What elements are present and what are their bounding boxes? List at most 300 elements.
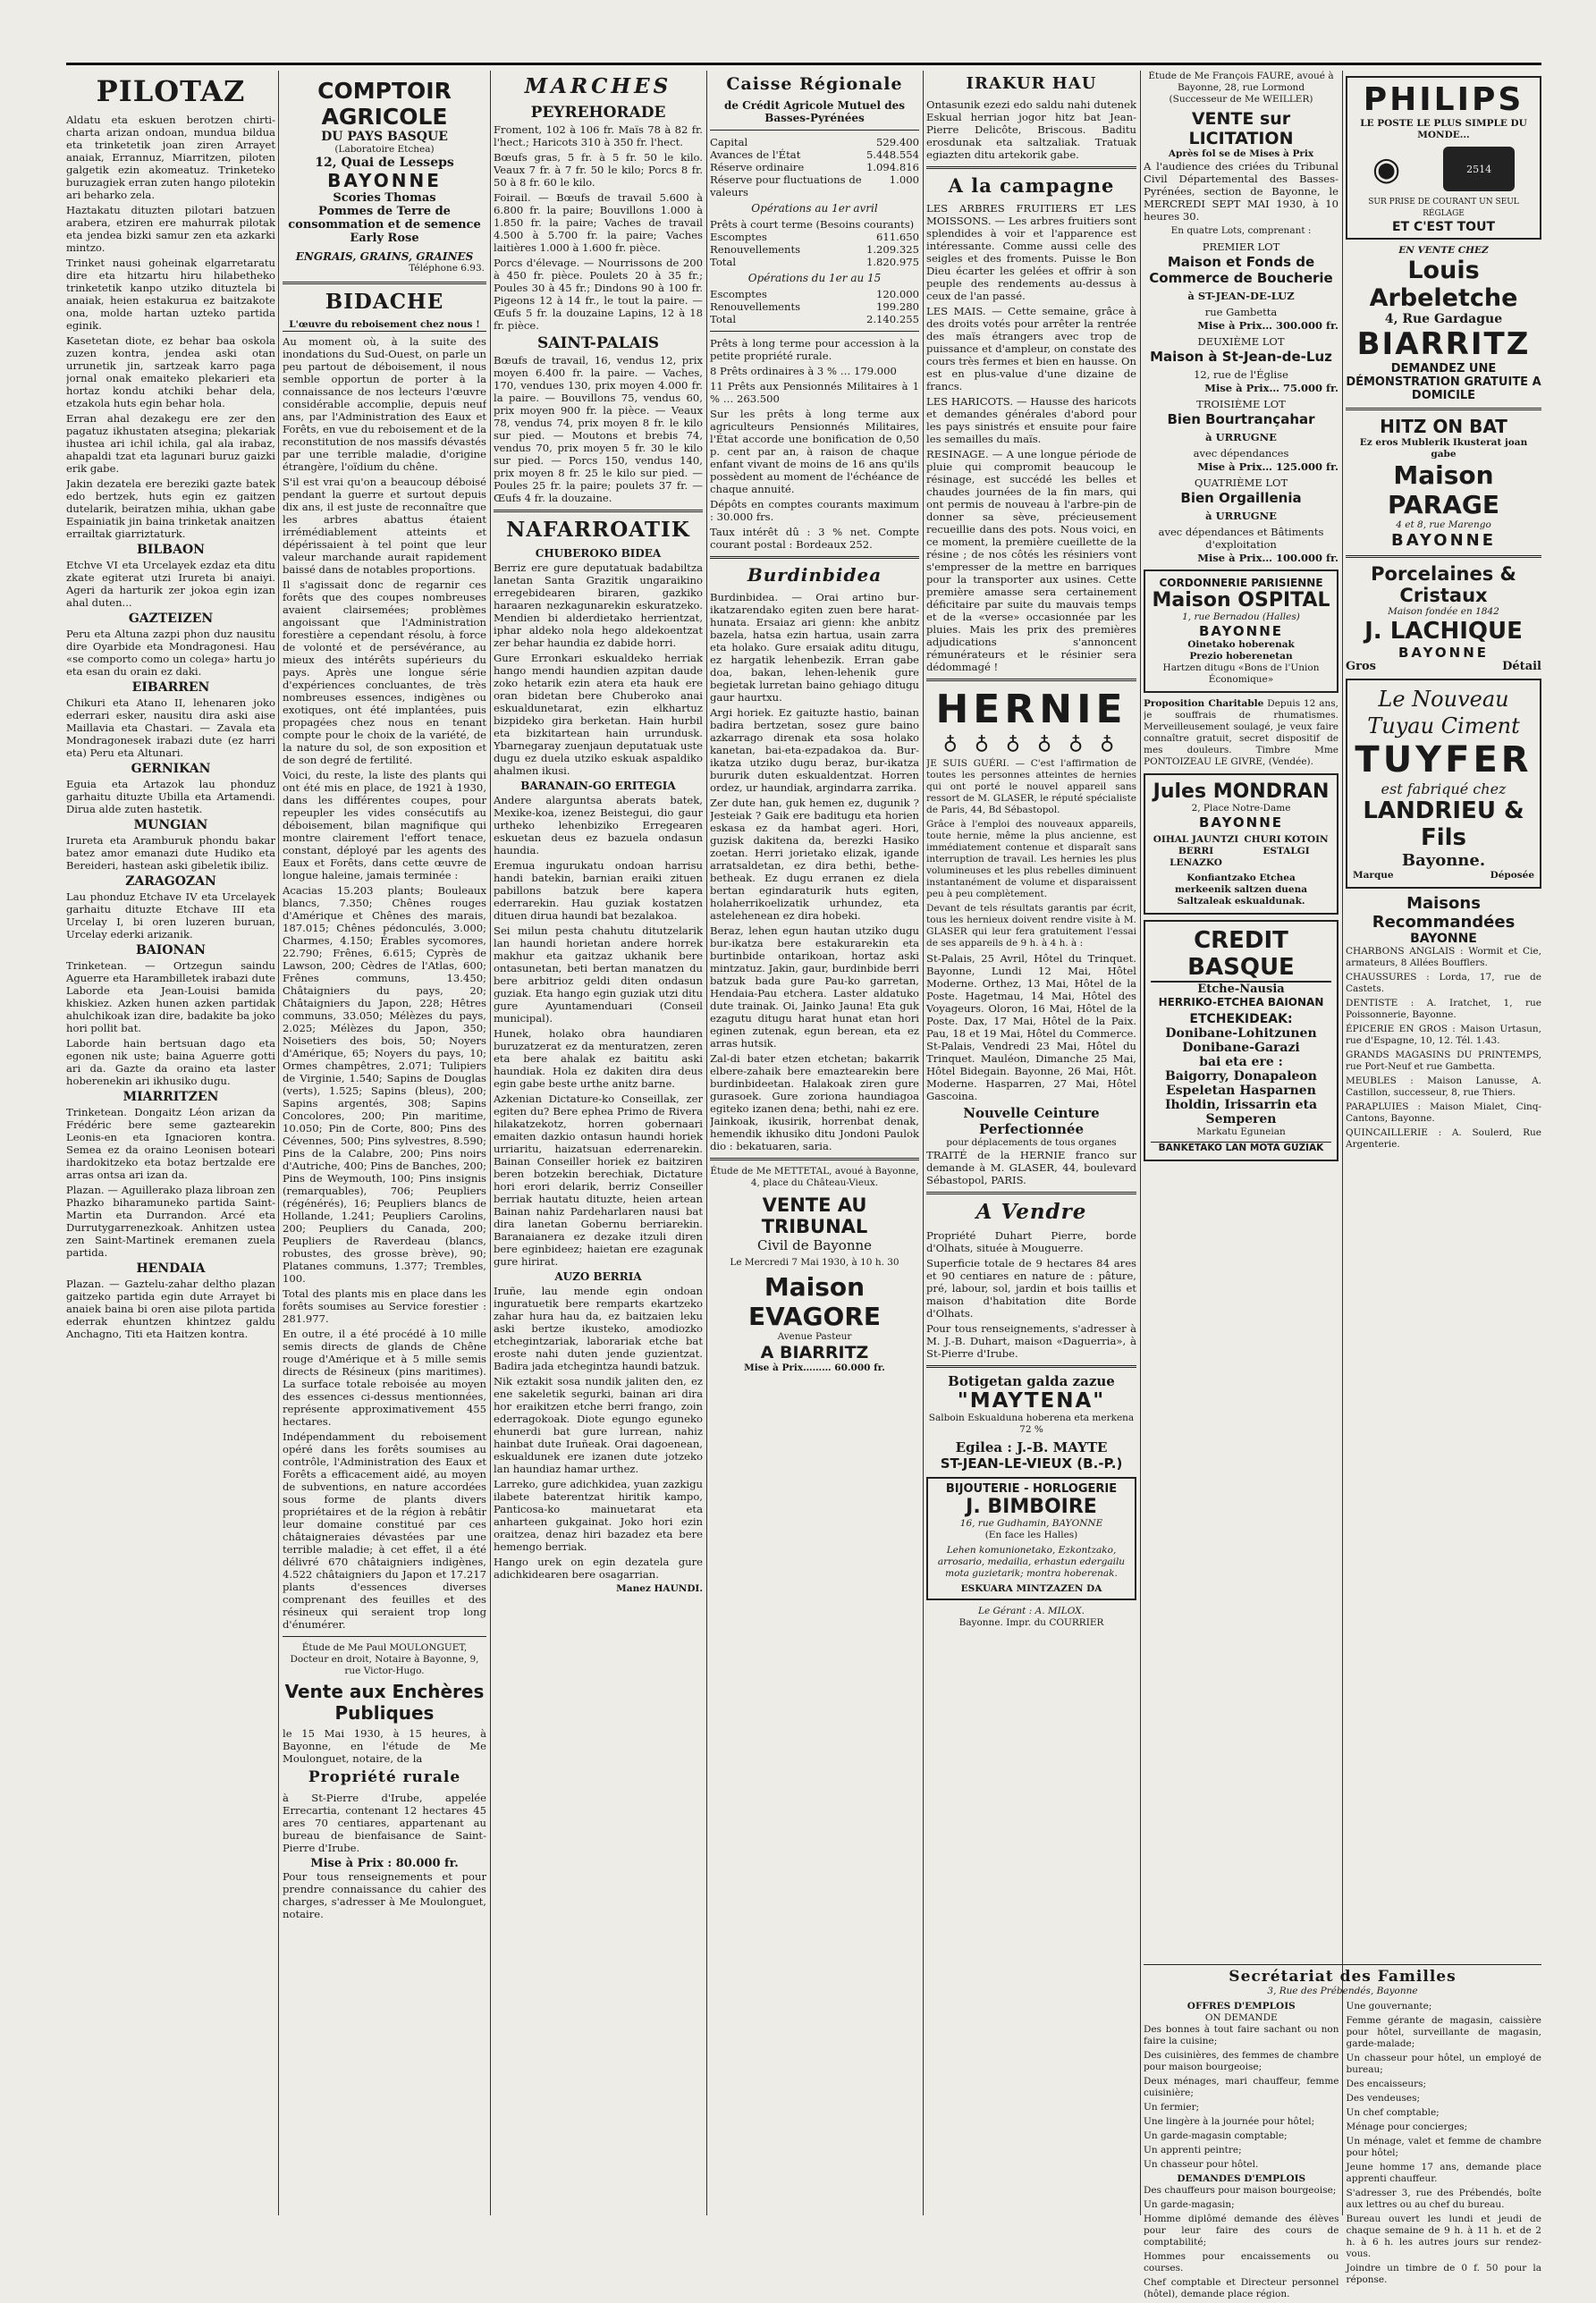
ad-brand: PHILIPS (1363, 81, 1524, 118)
ceinture-sub: pour déplacements de tous organes (946, 1137, 1117, 1148)
section-title: Secrétariat des Familles (1229, 1968, 1457, 1986)
ad-line: est fabriqué chez (1381, 780, 1507, 797)
lot-name: Maison à St-Jean-de-Luz (1150, 349, 1332, 365)
ad-line: Prezio hoberenetan (1189, 651, 1293, 662)
paragraph: Voici, du reste, la liste des plants qui ont été mis en place, de 1921 à 1930, dans les différentes coupes, pour repeupler les vides consécutifs au déboisement, bilan magnifique qui montre clairement l'effort tenace, constant, déployé par les agents des Eaux et Forêts, dans cette œuvre de longue haleine, jamais terminée : (283, 769, 486, 882)
column-pilotaz (66, 71, 275, 2215)
column-rule (1140, 71, 1141, 2215)
etude-line: Étude de Me Paul MOULONGUET, (301, 1642, 468, 1653)
paragraph: A l'audience des criées du Tribunal Civil Départemental des Basses-Pyrénées, section de Bayonne, le MERCREDI SEPT MAI 1930, à 10 heures 30. (1144, 160, 1338, 223)
etude-line: (Successeur de Me WEILLER) (1169, 94, 1313, 105)
ad-right: Déposée (1490, 870, 1534, 881)
ad-face: (En face les Halles) (984, 1530, 1078, 1540)
column-comptoir-bidache (283, 71, 486, 2215)
offre-item: Un fermier; (1144, 2102, 1200, 2113)
section-subtitle: L'œuvre du reboisement chez nous ! (283, 319, 486, 332)
vente-title: Vente aux Enchères Publiques (284, 1681, 485, 1724)
subheading: GAZTEIZEN (128, 612, 214, 626)
offre-item: Deux ménages, mari chauffeur, femme cuisinière; (1144, 2076, 1339, 2098)
finance-value: 1.094.816 (866, 161, 919, 173)
maytena-sub: Salboin Eskualduna hoberena eta merkena 72 % (928, 1413, 1135, 1435)
lot-label: PREMIER LOT (1202, 240, 1280, 253)
paragraph: Foirail. — Bœufs de travail 5.600 à 6.800 fr. la paire; Bouvillons 1.000 à 1.850 fr. la paire; Vaches de travail 4.500 à 5.700 fr. la paire; Vaches laitières 1.000 à 1.600 fr. pièce. (494, 191, 703, 254)
ad-text: Lehen komunionetako, Ezkontzako, arrosario, medailia, erhastun edergailu mota guzietarik; montra hoberenak. (937, 1545, 1126, 1579)
ad-address: 16, rue Gudhamin, BAYONNE (959, 1518, 1103, 1529)
ad-title: HITZ ON BAT (1380, 416, 1507, 437)
finance-row (710, 148, 919, 161)
paragraph: Irureta eta Aramburuk phondu bakar batez amor emanazi dute Hudiko eta Bereideri, hastean aski gibeletik ibiliz. (66, 834, 275, 872)
paragraph: Ontasunik ezezi edo saldu nahi dutenek Eskual herrian jogor hitz bat Jean-Pierre Delicôte, Briscous. Baditu erosdunak eta saltzaliak. Tratuak egiazten ditu artekorik gabe. (926, 98, 1136, 161)
recommended-item: ÉPICERIE EN GROS : Maison Urtasun, rue d'Espagne, 10, 12. Tél. 1.43. (1346, 1024, 1541, 1046)
secretariat-item: S'adresser 3, rue des Prébendés, boîte aux lettres ou au chef du bureau. (1346, 2188, 1541, 2210)
vente-title: VENTE AU TRIBUNAL (761, 1194, 868, 1237)
lot-address: avec dépendances et Bâtiments d'exploitation (1158, 526, 1324, 551)
finance-label: Réserve ordinaire (710, 161, 805, 173)
section-title: Caisse Régionale (726, 74, 903, 94)
ad-line: Konfiantzako Etchea (1186, 873, 1296, 883)
lot-item (1144, 335, 1338, 394)
finance-label: Escomptes (710, 231, 767, 243)
ad-sub: Ez eros Mublerik Ikusterat joan gabe (1359, 437, 1528, 460)
ad-city: BAYONNE (1198, 814, 1284, 831)
section-city: BAYONNE (1410, 932, 1477, 946)
finance-value: 1.000 (889, 173, 919, 186)
prop-title: Proposition Charitable (1144, 698, 1264, 709)
paragraph: St-Palais, 25 Avril, Hôtel du Trinquet. Bayonne, Lundi 12 Mai, Hôtel Moderne. Orthez, 13 Mai, Hôtel de la Poste. Hagetmau, 14 Mai, Hôtel des Voyageurs. Oloron, 16 Mai, Hôtel de la Poste. Dax, 17 Mai, Hôtel de la Paix. Pau, 18 et 19 Mai, Hôtel du Commerce. St-Palais, Vendredi 23 Mai, Hôtel du Trinquet. Mauléon, Dimanche 25 Mai, Hôtel Bidegain. Bayonne, 26 Mai, Hôt. Moderne. Hasparren, 27 Mai, Hôtel Gascoina. (926, 952, 1136, 1102)
column-annonces (1144, 71, 1338, 1961)
paragraph: LES ARBRES FRUITIERS ET LES MOISSONS. — Les arbres fruitiers sont splendides à voir et l'apparence est intéressante. Comme aussi celle des seigles et des froments. Puisse le Bon Dieu écarter les gelées et offrir à son peuple des rendements au-dessus à ceux de l'an passé. (926, 202, 1136, 302)
secretariat-item: Une gouvernante; (1346, 2001, 1432, 2012)
paragraph: Hunek, holako obra haundiaren buruzatzerat ez da menturatzen, zeren eta bere ahalak ez baititu aski haundiak. Hola ez dakiten dira deus egin gabe beste urthe anitz barne. (494, 1027, 703, 1090)
section-title: A la campagne (948, 174, 1115, 197)
vente-subtitle: Civil de Bayonne (756, 1237, 873, 1253)
ad-title: CREDIT BASQUE (1151, 927, 1331, 983)
paragraph: Zal-di bater etzen etchetan; bakarrik elbere-zahaik bere emaztearekin bere burdinbideetan. Halakoak ziren gure gurasoek. Gure zoriona haundiagoa egiteko izanen dena; bethi, nahi ez ere. Jainkoak, ikusirik, horrenbat denak, hemendik ikhusiko ditu Jondoni Paulok dio : bekatuaren, saria. (710, 1052, 919, 1152)
finance-row (710, 313, 919, 325)
ad-city: Bayonne. (1401, 851, 1486, 870)
ad-footer: BANKETAKO LAN MOTA GUZIAK (1151, 1142, 1331, 1154)
subheading: CHUBEROKO BIDEA (535, 547, 662, 560)
etude-line: Docteur en droit, Notaire à Bayonne, 9, rue Victor-Hugo. (290, 1654, 479, 1676)
offre-item: Un garde-magasin comptable; (1144, 2130, 1288, 2141)
paragraph: Bœufs de travail, 16, vendus 12, prix moyen 6.400 fr. la paire. — Vaches, 170, vendues 130, prix moyen 4.000 fr. la paire. — Bouvillons 75, vendus 60, prix moyen 900 fr. la pièce. — Veaux 78, vendus 74, prix moyen 8 fr. le kilo sur pied. — Moutons et brebis 74, vendus 70, prix moyen 5 fr. 30 le kilo sur pied. — Porcs 150, vendus 140, prix moyen 8 fr. 25 le kilo sur pied. — Poules 25 fr. la paire; poulets 37 fr. — Œufs 4 fr. la douzaine. (494, 354, 703, 504)
section-title: BIDACHE (325, 290, 444, 314)
paragraph: Total des plants mis en place dans les forêts soumises au Service forestier : 281.977. (283, 1287, 486, 1325)
ad-sub: Maison fondée en 1842 (1388, 606, 1499, 617)
ad-right: CHURI KOTOIN ESTALGI (1244, 834, 1329, 856)
finance-label: Renouvellements (710, 300, 801, 313)
column-rule (1342, 71, 1343, 2215)
demande-item: Chef comptable et Directeur personnel (hôtel), demande place région. (1144, 2277, 1339, 2299)
paragraph: le 15 Mai 1930, à 15 heures, à Bayonne, en l'étude de Me Moulonguet, notaire, de la (283, 1727, 486, 1765)
column-caisse (710, 71, 919, 2215)
paragraph: LES HARICOTS. — Hausse des haricots et demandes générales d'abord pour les pays sinistrés et ensuite pour faire les semailles du maïs. (926, 395, 1136, 445)
ad-credit-basque (1144, 920, 1338, 1161)
paragraph: Andere alarguntsa aberats batek, Mexike-koa, izenez Beistegui, dio gaur urtheko lehenbiziko Erregearen eskuetan deus ez bazuela ondasun haundia. (494, 794, 703, 856)
lot-prix: Mise à Prix… 125.000 fr. (1197, 460, 1338, 473)
finance-row (710, 243, 919, 256)
ad-phone: Téléphone 6.93. (409, 263, 485, 274)
ad-city: BAYONNE (1390, 531, 1497, 550)
finance-label: Capital (710, 136, 748, 148)
secretariat-item: Bureau ouvert les lundi et jeudi de chaque semaine de 9 h. à 11 h. et de 2 h. à 6 h. les autres jours sur rendez-vous. (1346, 2214, 1541, 2259)
section-title: A Vendre (975, 1200, 1087, 1224)
demande-item: Homme diplômé demande des élèves pour leur faire des cours de comptabilité; (1144, 2214, 1339, 2248)
ad-line: EN VENTE CHEZ (1398, 245, 1489, 256)
ad-title: BIJOUTERIE - HORLOGERIE (945, 1482, 1118, 1496)
paragraph: Trinketean. Dongaitz Léon arizan da Frédéric bere seme gaztearekin Leonis-en eta Ignacioren kontra. Semea ez da oraino Leonisen boteari ihardokitzeko eta botaz bertzalde ere arras ontsa ari izan da. (66, 1106, 275, 1181)
subheading: AUZO BERRIA (554, 1270, 642, 1283)
lot-address: rue Gambetta (1204, 306, 1278, 318)
ad-title: Le Nouveau Tuyau Ciment (1367, 687, 1520, 738)
section-address: 3, Rue des Prébendés, Bayonne (1267, 1986, 1418, 1996)
ad-name: Louis Arbeletche (1369, 257, 1518, 312)
offre-item: Des cuisinières, des femmes de chambre pour maison bourgeoise; (1144, 2050, 1339, 2072)
finance-label: Réserve pour fluctuations de valeurs (710, 173, 862, 198)
ad-name: J. LACHIQUE (1364, 618, 1523, 645)
paragraph: Argi horiek. Ez gaituzte hastio, bainan badira bertzetan, sosez gure baino azkarrago direnak eta sosa holako kanetan, bai-eta-ezpadakoa da. Bur-ikatza utziko dugu beraz, bur-ikatza bururik duten eskualdentzat. Horren ordez, ur haundiak, argindarra zarrika. (710, 706, 919, 794)
demande-item: Hommes pour encaissements ou courses. (1144, 2251, 1339, 2273)
subheading: MUNGIAN (133, 818, 208, 832)
paragraph: Trinket nausi goheinak elgarretaratu dire eta hitzartu hiru hilabetheko trinketetik kanpo utziko dituztela bi anaiak, heien estakurua ez baitzakote ona, molde hartan uzteko partida eginik. (66, 257, 275, 332)
hernie-illustration-icon: ♁ ♁ ♁ ♁ ♁ ♁ (942, 732, 1120, 755)
ad-line: Donibane-Lohitzunen (1165, 1026, 1317, 1041)
paragraph: Sei milun pesta chahutu ditutzelarik lan haundi horietan andere horrek makhur eta gaitzaz ukhanik bere ontasunetan, beti bertan manatzen du bere arbitrioz geldi diten ondasun guziak. Eta hango egin guziak utzi ditu gure Ayuntamenduari (Conseil municipal). (494, 924, 703, 1025)
paragraph: En outre, il a été procédé à 10 mille semis directs de glands de Chêne rouge d'Amérique et à 5 mille semis directs de Résineux (pins maritimes). La surface totale reboisée au moyen des essences ci-dessus mentionnées, représente approximativement 455 hectares. (283, 1328, 486, 1428)
etude-line: 4, place du Château-Vieux. (750, 1177, 879, 1188)
maytena-line: Botigetan galda zazue (948, 1373, 1115, 1389)
secretariat-item: Femme gérante de magasin, caissière pour hôtel, surveillante de magasin, garde-malade; (1346, 2015, 1541, 2049)
paragraph: Grâce à l'emploi des nouveaux appareils, toute hernie, même la plus ancienne, est immédiatement contenue et disparaît sans interruption de travail. Les hernies les plus volumineuses et les plus rebelles diminuent instantanément de volume et disparaissent peu à peu complètement. (926, 819, 1136, 899)
secretariat-block (1144, 1964, 1541, 2299)
ad-city: BAYONNE (327, 170, 442, 191)
lot-item (1144, 477, 1338, 564)
prop-text: Depuis 12 ans, je souffrais de rhumatismes. Merveilleusement soulagé, je veux faire connaître gratuit, secret dispositif de mes douleurs. Timbre Mme PONTOIZEAU LE GIVRE, (Vendée). (1144, 698, 1338, 767)
finance-label: Total (710, 256, 737, 268)
signature: Manez HAUNDI. (616, 1583, 703, 1594)
ad-comptoir-agricole (283, 76, 486, 276)
paragraph: Laborde hain bertsuan dago eta egonen nik uste; baina Aguerre gotti ari da. Gazte da oraino eta laster hoberenekin ari ikhusiko dugu. (66, 1037, 275, 1087)
paragraph: Indépendamment du reboisement opéré dans les forêts soumises au contrôle, l'Administration des Eaux et Forêts a efficacement aidé, au moyen de subventions, en nature accordées sous forme de plants divers propriétaires et de la région à rebâtir leur domaine constitué par ces châtaigneraies dévastées par une terrible maladie; à cet effet, il a été délivré 670 châtaigniers indigènes, 4.522 châtaigniers du Japon et 17.217 plants d'essences diverses comprenant des feuilles et des résineux qui seraient trop long d'énumérer. (283, 1430, 486, 1631)
finance-row (710, 231, 919, 243)
subheading: BILBAON (137, 543, 205, 557)
ad-footer: ESKUARA MINTZAZEN DA (960, 1583, 1102, 1594)
subheading: ZARAGOZAN (125, 874, 216, 889)
lot-item (1144, 240, 1338, 332)
ad-line: Hartzen ditugu «Bons de l'Union Économique» (1162, 662, 1320, 685)
secretariat-item: Jeune homme 17 ans, demande place apprenti chauffeur. (1346, 2162, 1541, 2184)
offres-list (1144, 2024, 1339, 2171)
paragraph: Bœufs gras, 5 fr. à 5 fr. 50 le kilo. Veaux 7 fr. à 7 fr. 50 le kilo; Porcs 8 fr. 50 à 8 fr. 60 le kilo. (494, 151, 703, 189)
ad-bimboire (926, 1477, 1136, 1600)
section-title: Maisons Recommandées (1372, 894, 1516, 932)
maytena-name: "MAYTENA" (957, 1389, 1106, 1413)
paragraph: Plazan. — Gaztelu-zahar deltho plazan gaitzeko partida egin dute Arrayet bi anaiek baina bi oren aise pilota partida ederrak ehuntzen khintzez galdu Anchagno, Titi eta Haitzen kontra. (66, 1278, 275, 1340)
ad-name: HERRIKO-ETCHEA BAIONAN (1158, 996, 1324, 1008)
offre-item: Des bonnes à tout faire sachant ou non faire la cuisine; (1144, 2024, 1339, 2046)
offres-title: OFFRES D'EMPLOIS (1186, 2001, 1296, 2012)
lot-label: TROISIÈME LOT (1196, 398, 1286, 410)
ad-address: 2, Place Notre-Dame (1191, 803, 1291, 814)
paragraph: Sur les prêts à long terme aux agriculteurs Pensionnés Militaires, l'État accorde une bonification de 0,50 p. cent par an, à raison de chaque enfant vivant de moins de 16 ans qu'ils possèdent au moment de l'échéance de chaque annuité. (710, 408, 919, 495)
paragraph: Larreko, gure adichkidea, yuan zazkigu ilabete baterentzat hiritik kampo, Panticosa-ko mainuetarat eta anharteen gukgainat. Joko hori ezin oraitzea, denaz hiri bazadez eta bere hemengo berriak. (494, 1478, 703, 1553)
ad-name: Maison OSPITAL (1152, 589, 1330, 612)
lot-label: QUATRIÈME LOT (1194, 477, 1288, 489)
finance-table (710, 288, 919, 325)
demande-item: Des chauffeurs pour maison bourgeoise; (1144, 2185, 1337, 2196)
ad-title: Porcelaines & Cristaux (1371, 563, 1516, 606)
paragraph: Acacias 15.203 plants; Bouleaux blancs, 7.350; Chênes rouges d'Amérique et Chênes des marais, 187.015; Chênes pédonculés, 3.000; Charmes, 4.150; Érables sycomores, 22.790; Frênes, 6.615; Cyprès de Lawson, 200; Cèdres de l'Atlas, 600; Frênes communs, 13.450; Châtaigniers du pays, 20; Châtaigniers du Japon, 228; Hêtres communs, 33.050; Mélèzes du pays, 2.025; Mélèzes du Japon, 350; Noisetiers des bois, 50; Noyers d'Amérique, 65; Noyers du pays, 10; Ormes champêtres, 2.071; Tulipiers de Virginie, 1.540; Sapins de Douglas (verts), 1.525; Sapins (bleus), 200; Sapins argentés, 308; Sapins Concolores, 200; Pin maritime, 10.050; Pin de Corte, 800; Pins des Cévennes, 500; Pins sylvestres, 8.590; Pins de la Calabre, 200; Pins noirs d'Autriche, 400; Pins de Banches, 200; Pins de Weymouth, 100; Pins insignis (remarquables), 706; Peupliers (régénérés), 16; Peupliers blancs de Hollande, 1.241; Peupliers Carolins, 200; Peupliers du Canada, 200; Peupliers de Raverdeau (blancs, robustes, des grosse brève), 90; Platanes communs, 1.377; Trembles, 100. (283, 884, 486, 1285)
ad-line: Pommes de Terre de consommation et de semence (288, 205, 481, 232)
finance-table (710, 218, 919, 268)
ad-name: Jules MONDRAN (1153, 780, 1330, 803)
recommended-item: PARAPLUIES : Maison Mialet, Cinq-Cantons, Bayonne. (1346, 1101, 1541, 1124)
paragraph: Gure Erronkari eskualdeko herriak hango mendi haundien azpitan daude zoko hetarik ezin atera eta hauk ere oran bidetan bere Chuberoko anai eskualdunetarat, ezin elkhartuz bizpideko gira berketan. Hain hurbil eta bizkitartean hain urrundusk. Ybarnegaray zuenjaun deputatuak uste dugu ez duela utziko eskuak aspaldiko ahalmen ikusi. (494, 652, 703, 777)
lot-name: Bien Orgaillenia (1180, 490, 1302, 506)
recommended-item: MEUBLES : Maison Lanusse, A. Castillon, successeur, 8, rue Thiers. (1346, 1076, 1541, 1098)
ad-ospital (1144, 569, 1338, 693)
paragraph: Superficie totale de 9 hectares 84 ares et 90 centiares en nature de : pâture, pré, labour, sol, jardin et bois taillis et maison d'habitation dite Borde d'Olhats. (926, 1257, 1136, 1320)
subheading: BARANAIN-GO ERITEGIA (520, 780, 676, 792)
lot-name: Maison et Fonds de Commerce de Boucherie (1149, 254, 1333, 286)
paragraph: Porcs d'élevage. — Nourrissons de 200 à 450 fr. pièce. Poulets 20 à 35 fr.; Poules 30 à 45 fr.; Dindons 90 à 100 fr. Pigeons 12 à 14 fr., le tout la paire. — Œufs 5 fr. la douzaine Lapins, 12 à 18 fr. pièce. (494, 257, 703, 332)
ad-line: ETCHEKIDEAK: (1189, 1012, 1293, 1026)
recommended-item: CHARBONS ANGLAIS : Wormit et Cie, armateurs, 8 Allées Boufflers. (1346, 946, 1541, 968)
lot-name: Bien Bourtrançahar (1167, 411, 1315, 427)
gerant: Le Gérant : A. MILOX. (978, 1606, 1085, 1616)
paragraph: TRAITÉ de la HERNIE franco sur demande à M. GLASER, 44, boulevard Sébastopol, PARIS. (926, 1149, 1136, 1186)
ad-city: BIARRITZ (1356, 326, 1531, 362)
finance-row (710, 256, 919, 268)
lot-prix: Mise à Prix… 300.000 fr. (1197, 319, 1338, 332)
vente-city: A BIARRITZ (760, 1343, 869, 1362)
section-subtitle: de Crédit Agricole Mutuel des Basses-Pyrénées (723, 99, 906, 124)
finance-label: Total (710, 313, 737, 325)
subheading: PEYREHORADE (530, 104, 666, 122)
paragraph: Trinketean. — Ortzegun saindu Aguerre eta Harambilletek irabazi dute Laborde eta Jean-Louisi bamida khiskiez. Azken hunen azken partidak ahulchikoak izan dire, badakite ba joko hori pollit bat. (66, 959, 275, 1034)
ad-small: SUR PRISE DE COURANT UN SEUL RÉGLAGE (1368, 198, 1519, 218)
paragraph: Etchve VI eta Urcelayek ezdaz eta ditu zkate egiterat utzi Irureta bi anaiyi. Ageri da harturik zer jokoa egin izan ahal duten... (66, 559, 275, 609)
secretariat-item: Un ménage, valet et femme de chambre pour hôtel; (1346, 2136, 1541, 2158)
ad-mondran (1144, 773, 1338, 915)
ad-name: J. BIMBOIRE (966, 1496, 1097, 1518)
etude-line: Étude de Me François FAURE, avoué à Bayonne, 28, rue Lormond (1148, 71, 1334, 93)
offre-item: Une lingère à la journée pour hôtel; (1144, 2116, 1315, 2127)
paragraph: Pour tous renseignements, s'adresser à M. J.-B. Duhart, maison «Daguerria», à St-Pierre d'Irube. (926, 1322, 1136, 1360)
subheading: HENDAIA (136, 1261, 206, 1276)
paragraph (1144, 698, 1338, 768)
section-title: PILOTAZ (96, 74, 246, 108)
finance-value: 2.140.255 (866, 313, 919, 325)
ad-line: Scories Thomas (333, 191, 436, 205)
ad-line: bai eta ere : (1199, 1055, 1283, 1069)
ad-left: Marque (1353, 870, 1394, 881)
maytena-maker: Egilea : J.-B. MAYTE (955, 1439, 1108, 1455)
paragraph: Jakin dezatela ere bereziki gazte batek edo bertzek, huts egin ez gaitzen dutelarik, beiratzen mihia, ukhan gabe Espainiatik jin baina trinketak anaitzen errailtak giarriztaturk. (66, 477, 275, 540)
paragraph: 8 Prêts ordinaires à 3 % … 179.000 (710, 365, 897, 377)
finance-label: Prêts à court terme (Besoins courants) (710, 218, 915, 231)
finance-label: Avances de l'État (710, 148, 801, 161)
lot-prix: Mise à Prix… 100.000 fr. (1197, 552, 1338, 564)
paragraph: Eguia eta Artazok lau phonduz garhaitu dituzte Ubilla eta Artamendi. Dirua alde zuten hastetik. (66, 778, 275, 815)
ad-line: ENGRAIS, GRAINS, GRAINES (295, 250, 474, 263)
column-rule (490, 71, 491, 2215)
op-title: Opérations au 1er avril (751, 202, 878, 215)
lot-prix: Mise à Prix… 75.000 fr. (1204, 382, 1338, 394)
ad-city: BAYONNE (1398, 645, 1490, 661)
ad-address: 4, Rue Gardague (1384, 312, 1503, 326)
ad-line: Markatu Eguneian (1196, 1126, 1286, 1137)
subheading: SAINT-PALAIS (537, 334, 659, 352)
column-campagne (926, 71, 1136, 2215)
paragraph: RESINAGE. — A une longue période de pluie qui compromit beaucoup le résinage, est succédé les belles et chaudes journées de la fin mars, qui ont permis de nouveau à l'arbre-pin de donner sa sève, précieusement recueillie dans des pots. Nous voici, en ce moment, la première cueillette de la résine ; de nos côtés les résiniers vont s'empresser de la mettre en barriques pour la transporter aux usines. Cette première amasse sera certainement déficitaire par suite du mauvais temps et de la «verse» occasionnée par les pluies. Mais les prix des premières adjudications s'annoncent rémunérateurs et le résinier sera dédommagé ! (926, 448, 1136, 673)
ad-line: Early Rose (350, 232, 419, 245)
recommended-item: DENTISTE : A. Iratchet, 1, rue Poissonnerie, Bayonne. (1346, 998, 1541, 1020)
paragraph: Beraz, lehen egun hautan utziko dugu bur-ikatza bere estakurarekin eta burtinbide ontarikoan, hortaz aski mintzatuz. Jakin, gaur, burdinbide berri batzuk bada gure Pau-ko garretan, Hendaia-Pau etchera. Laster aldatuko dute trainak. Oi, Jainko Jauna! Eta guk ezagutu ditugu harat hunat etan hori eginen zutenak, egun berean, eta ez arras hutsik. (710, 924, 919, 1050)
ad-demo: DEMANDEZ UNE DÉMONSTRATION GRATUITE A DOMICILE (1346, 362, 1541, 402)
paragraph: Pour tous renseignements et pour prendre connaissance du cahier des charges, s'adresser à Me Moulonguet, notaire. (283, 1870, 486, 1920)
radio-illustration (1351, 147, 1536, 191)
lot-address: 12, rue de l'Église (1194, 368, 1288, 381)
paragraph: Eremua ingurukatu ondoan harrisu handi batekin, barnian eraiki zituen pabillons batzuk bere kapera ederrarekin. Hau guziak kostatzen dituen dirua haundi bat bezalakoa. (494, 859, 703, 922)
vente-addr: Avenue Pasteur (777, 1331, 852, 1342)
op-title: Opérations du 1er au 15 (747, 272, 882, 284)
ad-address: 1, rue Bernadou (Halles) (1182, 612, 1300, 622)
paragraph: Haztakatu dituzten pilotari batzuen arabera, etziren ere mahurrak pilotak eta jendea bizki samur zen eta azkarki mintzo. (66, 204, 275, 254)
recommended-item: CHAUSSURES : Lorda, 17, rue de Castets. (1346, 972, 1541, 994)
finance-label: Escomptes (710, 288, 767, 300)
etude-line: Étude de Me METTETAL, avoué à Bayonne, (710, 1166, 919, 1177)
paragraph: Dépôts en comptes courants maximum : 30.000 frs. (710, 498, 919, 523)
ad-right: Détail (1502, 660, 1541, 673)
lot-item (1144, 398, 1338, 473)
ceinture-title: Nouvelle Ceinture Perfectionnée (963, 1105, 1100, 1137)
section-title: IRAKUR HAU (966, 74, 1097, 93)
paragraph: Au moment où, à la suite des inondations du Sud-Ouest, on parle un peu partout de déboisement, il nous semble opportun de porter à la connaissance de nos lecteurs l'œuvre considérable accomplie, depuis neuf ans, par l'Administration des Eaux et Forêts, en vue du reboisement et de la reconstitution de nos massifs dévastés par une terrible maladie, d'origine étrangère, l'oïdium du chêne. (283, 335, 486, 473)
radio-model: 2514 (1466, 163, 1492, 175)
dem-title: DEMANDES D'EMPLOIS (1177, 2173, 1306, 2184)
finance-value: 611.650 (876, 231, 919, 243)
secretariat-item: Joindre un timbre de 0 f. 50 pour la réponse. (1346, 2263, 1541, 2285)
finance-value: 529.400 (876, 136, 919, 148)
mise-a-prix: Mise à Prix : 80.000 fr. (310, 1857, 459, 1870)
offre-item: Un chasseur pour hôtel. (1144, 2159, 1259, 2170)
paragraph: Devant de tels résultats garantis par écrit, tous les hernieux doivent rendre visite à M. GLASER qui leur fera gratuitement l'essai de ses appareils de 9 h. à 4 h. à : (926, 903, 1136, 949)
ad-title: CORDONNERIE PARISIENNE (1159, 577, 1323, 589)
finance-row (710, 300, 919, 313)
finance-row (710, 161, 919, 173)
vente-title: VENTE sur LICITATION (1188, 109, 1294, 148)
lots-intro: En quatre Lots, comprenant : (1170, 225, 1312, 236)
finance-value: 120.000 (876, 288, 919, 300)
ad-lab: (Laboratoire Etchea) (334, 144, 435, 155)
finance-label: Renouvellements (710, 243, 801, 256)
ad-line: merkeenik saltzen duena (1174, 884, 1308, 895)
subheading: MIARRITZEN (122, 1090, 219, 1104)
ad-address: 4 et 8, rue Marengo (1396, 519, 1491, 530)
subheading: BAIONAN (136, 943, 206, 957)
ad-brand: TUYFER (1355, 739, 1533, 780)
ad-sub: Etche-Nausia (1197, 983, 1285, 996)
ad-city: BAYONNE (1198, 623, 1284, 639)
vente-date: Le Mercredi 7 Mai 1930, à 10 h. 30 (730, 1257, 899, 1268)
ad-line: Saltzaleak eskualdunak. (1177, 896, 1305, 907)
column-publicite (1346, 71, 1541, 1961)
finance-value: 5.448.554 (866, 148, 919, 161)
maytena-city: ST-JEAN-LE-VIEUX (B.-P.) (940, 1455, 1123, 1472)
finance-value: 1.209.325 (866, 243, 919, 256)
section-title: Burdinbidea (747, 564, 882, 586)
imprimerie: Bayonne. Impr. du COURRIER (958, 1617, 1104, 1628)
section-title: MARCHES (524, 74, 672, 98)
offres-sub: ON DEMANDE (1204, 2012, 1278, 2023)
newspaper-page (66, 63, 1541, 2299)
recommended-item: QUINCAILLERIE : A. Soulerd, Rue Argenterie. (1346, 1127, 1541, 1150)
paragraph: Plazan. — Aguillerako plaza libroan zen Phazko biharamuneko partida Saint-Martin eta Durrandon. Arcé eta Durrutygarrenezkoak. Anhitzen ustea zen Saint-Martinek eremanen zuela partida. (66, 1184, 275, 1259)
recommended-list (1346, 946, 1541, 1151)
paragraph: JE SUIS GUÉRI. — C'est l'affirmation de toutes les personnes atteintes de hernies qui ont porté le nouvel appareil sans ressort de M. GLASER, le réputé spécialiste de Paris, 44, Bd Sébastopol. (926, 758, 1136, 815)
offre-item: Un apprenti peintre; (1144, 2145, 1242, 2155)
secretariat-item: Des encaisseurs; (1346, 2079, 1427, 2089)
finance-row (710, 136, 919, 148)
column-rule (923, 71, 924, 2215)
paragraph: Azkenian Dictature-ko Conseillak, zer egiten du? Bere ephea Primo de Rivera hilakatzekotz, horren gobernaari emaiten dazkio ontasun haundi horiek urriaritu, haizatsuan ederrenarekin. Bainan Conseiller horiek ez baitziren beren botzekin berechiak, Dictature hori erori delarik, berriz Conseiller berriak hautatu dituzte, heien artean Bainan nahiz Pardeharlaren nausi bat dira lanetan Gobernu berriarekin. Baranaianera ez dezake itzuli diren bere eginbideez; haietan ere ezagunak gure hirirat. (494, 1092, 703, 1268)
paragraph: Chikuri eta Atano II, lehenaren joko ederrari esker, nausitu dira aski aise Maillavia eta Chastari. — Zavala eta Mondragonesek irabazi dute (ez harri eta) Peru eta Altunari. (66, 696, 275, 759)
paragraph: Aldatu eta eskuen berotzen chirti-charta arizan ondoan, mundua bildua eta trinketetik joan ziren Arrayet anaiak, Errannuz, Miarritzen, piloten galgetik ezin akomeatuz. Trinketeko buruzagiek erran zuten hango pilotekin ari beharko zela. (66, 114, 275, 201)
secretariat-item: Un chef comptable; (1346, 2107, 1440, 2118)
ad-tagline: LE POSTE LE PLUS SIMPLE DU MONDE... (1360, 118, 1527, 140)
lots-list (1144, 240, 1338, 564)
demande-item: Un garde-magasin; (1144, 2199, 1235, 2210)
paragraph: Erran ahal dezakegu ere zer den pagatuz ikhustaten atsegina; plekariak ihustea ari ichil ichila, gal ala irabaz, ahapaldi tzat eta lagunari buruz gaizki erik gabe. (66, 412, 275, 475)
paragraph: Peru eta Altuna zazpi phon duz nausitu dire Oyarbide eta Mondragonesi. Hau «se comporto como un colega» hartu jo eta esan du orain ez daki. (66, 628, 275, 678)
paragraph: à St-Pierre d'Irube, appelée Errecartia, contenant 12 hectares 45 ares 70 centiares, appartenant au bureau de bienfaisance de Saint-Pierre d'Irube. (283, 1792, 486, 1854)
section-title: NAFARROATIK (506, 518, 690, 542)
paragraph: Burdinbidea. — Orai artino bur-ikatzarendako egiten zuen bere harat-hunata. Ersaiaz ari gienn: khe anbitz bazela, hatsa ezin hartua, usain zarra eta holako. Gure ersaiak aditu ditugu, ez hargatik lehenbezik. Erran gabe doa, bakan, lehen-lehenik gure begietak lurretan baino gehiago ditugu gaur haurtxu. (710, 591, 919, 704)
column-rule (278, 71, 279, 2215)
ad-line: Donibane-Garazi (1182, 1041, 1300, 1055)
ad-address: 12, Quai de Lesseps (315, 156, 454, 170)
ad-tuyfer (1346, 679, 1541, 889)
finance-row (710, 288, 919, 300)
secretariat-item: Des vendeuses; (1346, 2093, 1420, 2104)
subheading: EIBARREN (131, 680, 210, 695)
secretariat-item: Un chasseur pour hôtel, un employé de bureau; (1346, 2053, 1541, 2075)
lot-place: à URRUGNE (1205, 510, 1277, 522)
lot-place: à URRUGNE (1205, 431, 1277, 443)
column-rule (706, 71, 707, 2215)
subheading: GERNIKAN (131, 762, 211, 776)
paragraph: S'il est vrai qu'on a beaucoup déboisé pendant la guerre et surtout depuis dix ans, il est juste de reconnaître que les arbres abattus étaient irrémédiablement atteints et dépérissaient à tel point que leur valeur marchande aurait rapidement baissé dans de notables proportions. (283, 476, 486, 576)
ad-subtitle: DU PAYS BASQUE (321, 130, 448, 144)
vente-name: Maison EVAGORE (747, 1272, 882, 1331)
paragraph: Iruñe, lau mende egin ondoan inguratuetik bere remparts ekartzeko zahar hura hau da, ez baitzaien leku aski bertze ikusteko, amodiozko etchegintzariak, laborariak etche bat eroste nahi duten jende guzientzat. Badira jada etchegintza haundi batzuk. (494, 1285, 703, 1372)
ad-left: OIHAL JAUNTZI BERRI LENAZKO (1153, 834, 1239, 868)
paragraph: Hango urek on egin dezatela gure adichkidearen bere osagarrian. (494, 1556, 703, 1581)
vente-subtitle: Après fol se de Mises à Prix (1168, 148, 1314, 159)
finance-value: 199.280 (876, 300, 919, 313)
paragraph: Berriz ere gure deputatuak badabiltza lanetan Santa Grazitik ungaraikino erregebidearen biraren, gazkiko haraaren nezkagunarekin eskuratzeko. Mendien bi alderdietako herrientzat, iphar aldeko nola hego aldekoentzat zer behar haundia ez dabide horri. (494, 561, 703, 649)
radio-icon (1443, 147, 1515, 191)
offres-column (1144, 2001, 1339, 2303)
recommended-item: GRANDS MAGASINS DU PRINTEMPS, rue Port-Neuf et rue Gambetta. (1346, 1050, 1541, 1072)
finance-table (710, 136, 919, 198)
lot-label: DEUXIÈME LOT (1197, 335, 1285, 348)
secretariat-item: Ménage pour concierges; (1346, 2122, 1468, 2132)
lot-place: à ST-JEAN-DE-LUZ (1187, 290, 1295, 302)
paragraph: Propriété Duhart Pierre, borde d'Olhats, située à Mouguerre. (926, 1229, 1136, 1254)
ad-philips (1346, 76, 1541, 240)
